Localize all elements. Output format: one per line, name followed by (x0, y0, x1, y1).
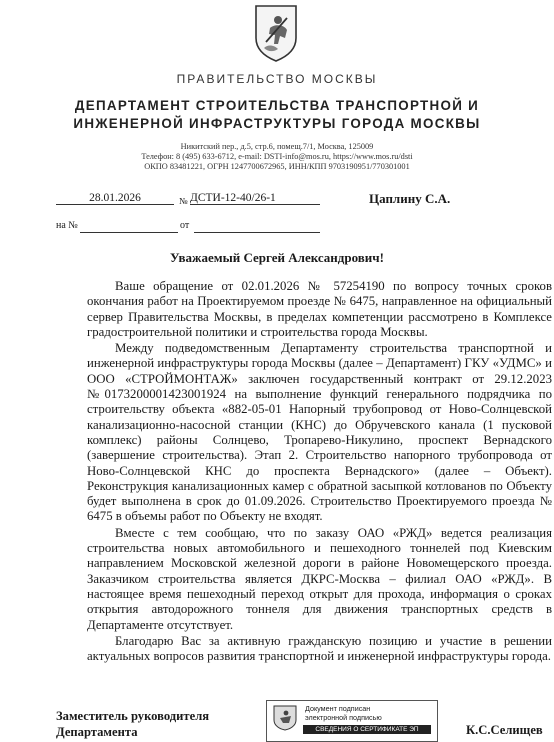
letter-body (87, 279, 552, 665)
reference-date-label: от (180, 220, 190, 231)
reference-date-line (194, 232, 320, 233)
stamp-line1: Документ подписан (305, 704, 371, 713)
recipient-name: Цаплину С.А. (369, 191, 451, 206)
department-address: Никитский пер., д.5, стр.6, помещ.7/1, Москва, 125009 (180, 142, 374, 151)
coat-of-arms-small-icon (273, 705, 297, 731)
signer-name: К.С.Селищев (466, 723, 543, 737)
department-codes: ОКПО 83481221, ОГРН 1247700672965, ИНН/КПП 9703190951/770301001 (144, 162, 410, 171)
stamp-certificate-bar: СВЕДЕНИЯ О СЕРТИФИКАТЕ ЭП (303, 725, 431, 734)
paragraph-1: Ваше обращение от 02.01.2026 № 57254190 по вопросу точных сроков окончания работ на Проектируемом проезде № 6475, направленное на официальный сервер Правительства Москвы, в пределах компетенции рассмотрено в Комплексе градостроительной политики и строительства города Москвы. (87, 279, 552, 339)
signer-position-line1: Заместитель руководителя (56, 709, 210, 723)
reference-number-label: на № (56, 220, 78, 231)
signer-position-line2: Департамента (56, 725, 138, 739)
stamp-line2: электронной подписью (305, 713, 382, 722)
number-label: № (179, 196, 188, 206)
department-name-line1: ДЕПАРТАМЕНТ СТРОИТЕЛЬСТВА ТРАНСПОРТНОЙ И (74, 98, 480, 113)
government-title: ПРАВИТЕЛЬСТВО МОСКВЫ (176, 72, 378, 86)
greeting: Уважаемый Сергей Александрович! (170, 250, 384, 265)
reference-number-line (80, 232, 178, 233)
department-name-line2: ИНЖЕНЕРНОЙ ИНФРАСТРУКТУРЫ ГОРОДА МОСКВЫ (73, 116, 481, 131)
moscow-coat-of-arms-icon (254, 4, 298, 62)
paragraph-3: Вместе с тем сообщаю, что по заказу ОАО «РЖД» ведется реализация строительства новых автомобильного и пешеходного тоннелей под Киевским направлением Московской железной дороги в районе Новомещерского проезда. Заказчиком строительства является ДКРС-Москва – филиал ОАО «РЖД». В настоящее время пешеходный переход открыт для прохода, информация о сроках открытия автодорожного тоннеля для движения транспортных средств в Департаменте отсутствует. (87, 525, 552, 632)
electronic-signature-stamp (266, 700, 438, 742)
paragraph-4: Благодарю Вас за активную гражданскую позицию и участие в решении актуальных вопросов развития транспортной и инженерной инфраструктуры города. (87, 633, 552, 664)
paragraph-2: Между подведомственным Департаменту строительства транспортной и инженерной инфраструктуры города Москвы (далее – Департамент) ГКУ «УДМС» и ООО «СТРОЙМОНТАЖ» заключен государственный контракт от 29.12.2023 №0173200001423001924 на выполнение функций генерального подрядчика по строительству объекта «882-05-01 Напорный трубопровод от Ново-Солнцевской канализационно-насосной станции (КНС) до Обручевского канала (1 пусковой комплекс) районы Солнцево, Тропарево-Никулино, проспект Вернадского (завершение строительства). Этап 2. Строительство напорного трубопровода от Ново-Солнцевской КНС до проспекта Вернадского» (далее – Объект). Реконструкция канализационных камер с обратной засыпкой котлованов по Объекту будет выполнена в срок до 01.09.2026. Строительство Проектируемого проезда № 6475 в объемы работ по Объекту не входят. (87, 341, 552, 524)
letter-date: 28.01.2026 (56, 192, 174, 205)
department-contacts: Телефон: 8 (495) 633-6712, e-mail: DSTI-info@mos.ru, https://www.mos.ru/dsti (141, 152, 413, 161)
letter-number: ДСТИ-12-40/26-1 (190, 192, 320, 205)
